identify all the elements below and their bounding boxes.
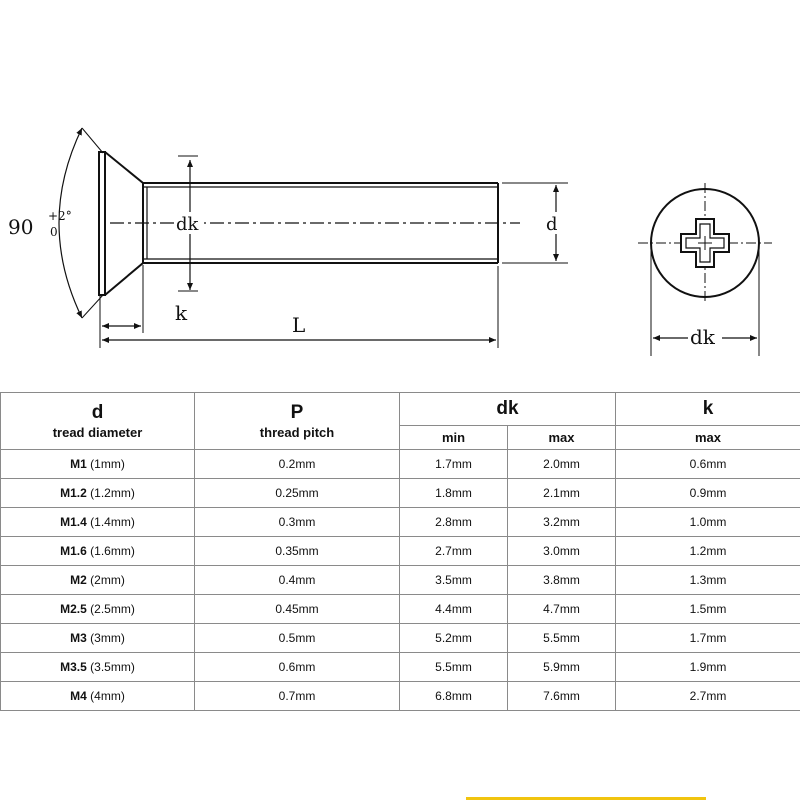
- table-row: [1, 479, 800, 508]
- cell-dk-min: 4.4mm: [400, 595, 508, 624]
- d-code: M1: [70, 457, 87, 471]
- d-mm: (1.6mm): [90, 544, 135, 558]
- d-code: M2.5: [60, 602, 87, 616]
- header-p: [195, 393, 400, 450]
- cell-d: [1, 450, 195, 479]
- d-mm: (3.5mm): [90, 660, 135, 674]
- cell-dk-min: 2.7mm: [400, 537, 508, 566]
- angle-label: 90: [8, 215, 34, 239]
- d-code: M1.4: [60, 515, 87, 529]
- cell-dk-max: 3.2mm: [508, 508, 616, 537]
- d-mm: (1.2mm): [90, 486, 135, 500]
- angle-dimension: [59, 128, 103, 318]
- d-mm: (1mm): [90, 457, 125, 471]
- d-mm: (2.5mm): [90, 602, 135, 616]
- d-code: M1.6: [60, 544, 87, 558]
- cell-dk-min: 1.8mm: [400, 479, 508, 508]
- cell-p: 0.6mm: [195, 653, 400, 682]
- header-p-sub: thread pitch: [259, 425, 335, 440]
- header-d-symbol: d: [91, 402, 104, 423]
- table-row: [1, 537, 800, 566]
- cell-k-max: 0.6mm: [616, 450, 800, 479]
- head-height-dimension: [100, 265, 143, 348]
- cell-k-max: 1.9mm: [616, 653, 800, 682]
- cell-p: 0.4mm: [195, 566, 400, 595]
- side-dk-label: dk: [176, 214, 199, 235]
- header-k-symbol: k: [702, 397, 714, 419]
- d-code: M4: [70, 689, 87, 703]
- table-row: [1, 653, 800, 682]
- d-code: M1.2: [60, 486, 87, 500]
- cell-k-max: 1.0mm: [616, 508, 800, 537]
- screw-head-face: [99, 152, 105, 295]
- header-k-max: max: [616, 425, 800, 449]
- cell-dk-max: 2.0mm: [508, 450, 616, 479]
- top-dk-label: dk: [690, 325, 715, 349]
- cell-d: [1, 508, 195, 537]
- cell-dk-max: 3.0mm: [508, 537, 616, 566]
- cell-dk-max: 2.1mm: [508, 479, 616, 508]
- cell-d: [1, 595, 195, 624]
- table-row: [1, 595, 800, 624]
- cell-p: 0.3mm: [195, 508, 400, 537]
- header-dk-symbol: dk: [496, 397, 519, 419]
- d-code: M3: [70, 631, 87, 645]
- table-header: [1, 393, 800, 450]
- cell-k-max: 1.5mm: [616, 595, 800, 624]
- screw-side-view: [99, 152, 520, 295]
- cell-dk-max: 7.6mm: [508, 682, 616, 711]
- cell-p: 0.35mm: [195, 537, 400, 566]
- cell-dk-min: 1.7mm: [400, 450, 508, 479]
- table-row: [1, 450, 800, 479]
- header-p-symbol: P: [290, 402, 304, 423]
- cell-k-max: 1.7mm: [616, 624, 800, 653]
- cell-dk-min: 5.2mm: [400, 624, 508, 653]
- d-mm: (4mm): [90, 689, 125, 703]
- d-mm: (2mm): [90, 573, 125, 587]
- cell-dk-max: 4.7mm: [508, 595, 616, 624]
- cell-dk-max: 5.9mm: [508, 653, 616, 682]
- cell-k-max: 1.3mm: [616, 566, 800, 595]
- screw-top-view: [638, 183, 772, 303]
- cell-k-max: 1.2mm: [616, 537, 800, 566]
- cell-p: 0.2mm: [195, 450, 400, 479]
- d-mm: (3mm): [90, 631, 125, 645]
- screw-technical-drawing: [0, 0, 800, 380]
- angle-tolerance-lower: 0: [50, 225, 58, 239]
- header-k: [616, 393, 800, 426]
- d-code: M2: [70, 573, 87, 587]
- cell-dk-max: 3.8mm: [508, 566, 616, 595]
- table-body: [1, 450, 800, 711]
- table-row: [1, 566, 800, 595]
- cell-dk-min: 5.5mm: [400, 653, 508, 682]
- table-row: [1, 508, 800, 537]
- cell-p: 0.7mm: [195, 682, 400, 711]
- cell-d: [1, 479, 195, 508]
- header-dk: [400, 393, 616, 426]
- cell-p: 0.25mm: [195, 479, 400, 508]
- specification-table: [0, 392, 800, 711]
- table-row: [1, 624, 800, 653]
- cell-d: [1, 624, 195, 653]
- cell-d: [1, 566, 195, 595]
- header-d: [1, 393, 195, 450]
- cell-dk-min: 2.8mm: [400, 508, 508, 537]
- cell-p: 0.5mm: [195, 624, 400, 653]
- header-dk-max: max: [508, 425, 616, 449]
- cell-d: [1, 653, 195, 682]
- cell-dk-min: 6.8mm: [400, 682, 508, 711]
- cell-k-max: 2.7mm: [616, 682, 800, 711]
- header-d-sub: tread diameter: [52, 425, 143, 440]
- table-row: [1, 682, 800, 711]
- cell-dk-max: 5.5mm: [508, 624, 616, 653]
- cell-dk-min: 3.5mm: [400, 566, 508, 595]
- header-dk-min: min: [400, 425, 508, 449]
- angle-tolerance-upper: +2°: [48, 209, 72, 223]
- d-code: M3.5: [60, 660, 87, 674]
- cell-d: [1, 537, 195, 566]
- cell-k-max: 0.9mm: [616, 479, 800, 508]
- cell-d: [1, 682, 195, 711]
- cell-p: 0.45mm: [195, 595, 400, 624]
- k-label: k: [175, 301, 188, 325]
- d-label: d: [546, 214, 558, 235]
- L-label: L: [292, 313, 306, 337]
- d-mm: (1.4mm): [90, 515, 135, 529]
